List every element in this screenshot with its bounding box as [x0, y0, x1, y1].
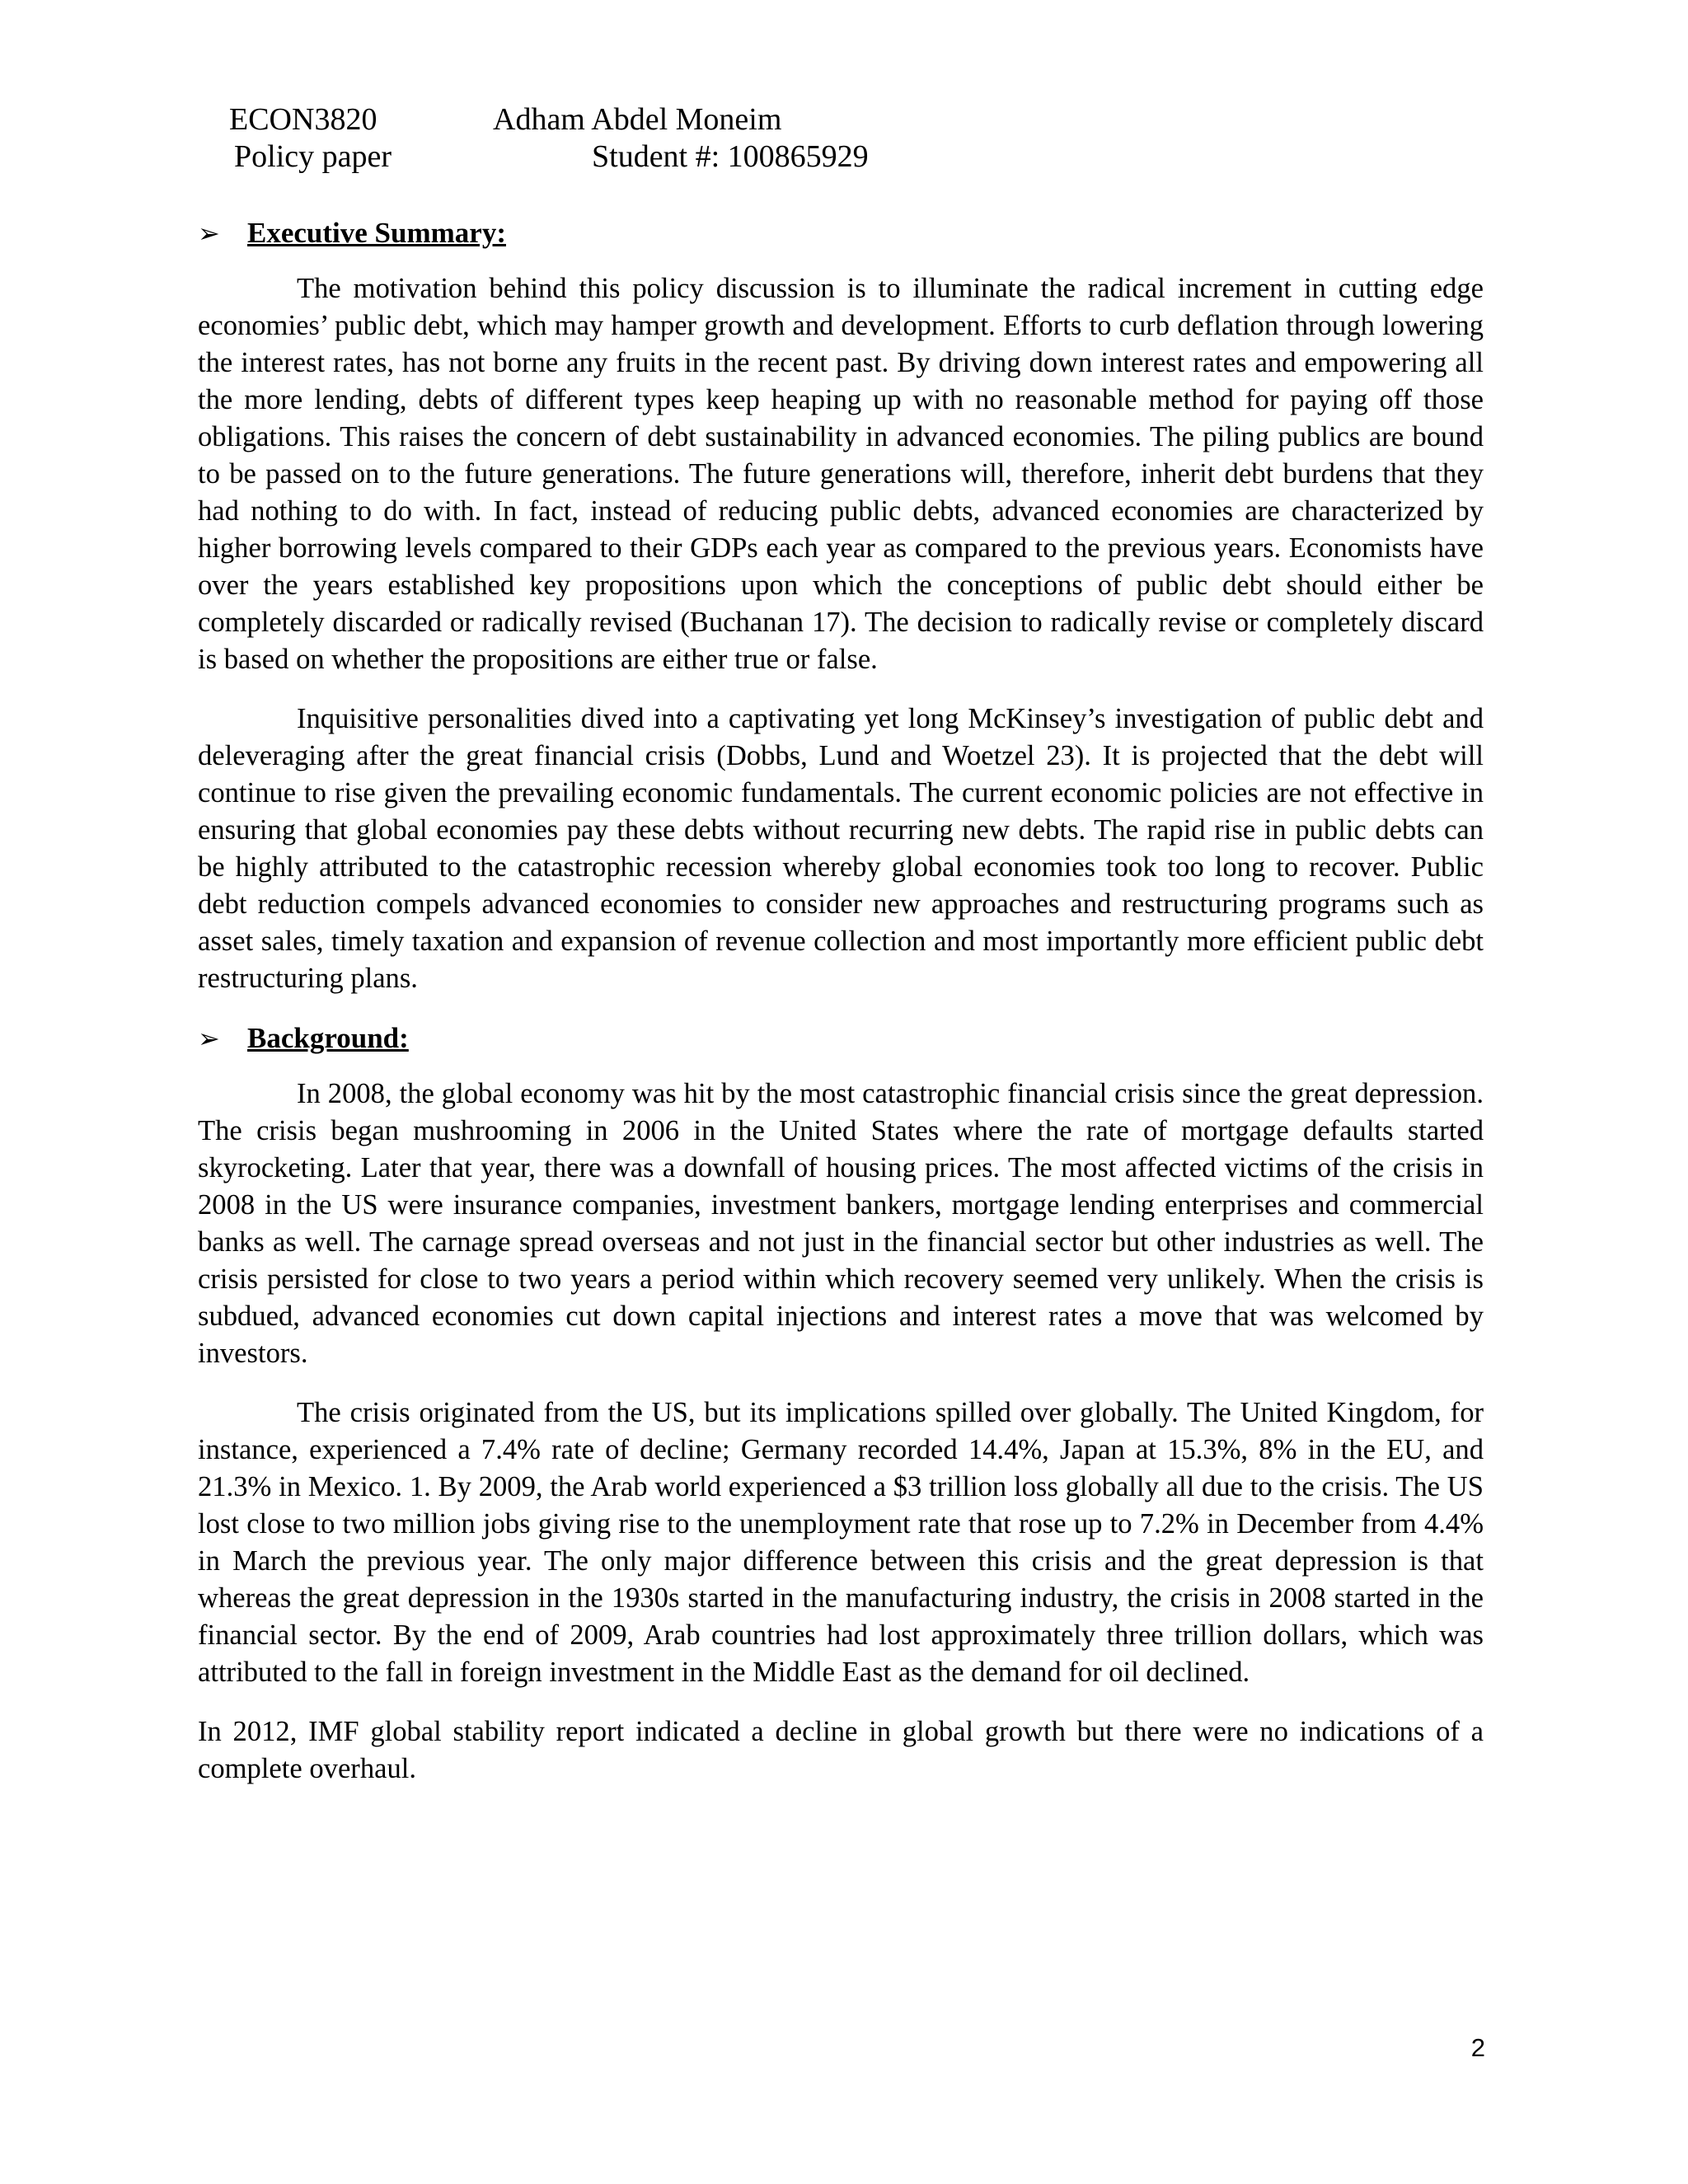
page-number: 2: [1470, 2033, 1485, 2062]
arrowhead-bullet-icon: ➢: [198, 218, 220, 249]
author-name: Adham Abdel Moneim: [493, 102, 782, 137]
document-body: [198, 214, 1484, 1810]
document-type: Policy paper: [234, 139, 392, 174]
course-code: ECON3820: [229, 102, 377, 137]
paragraph: Inquisitive personalities dived into a captivating yet long McKinsey’s investigation of public debt and deleveraging after the great financial crisis (Dobbs, Lund and Woetzel 23). It is projected that the debt will continue to rise given the prevailing economic fundamentals. The current economic policies are not effective in ensuring that global economies pay these debts without recurring new debts. The rapid rise in public debts can be highly attributed to the catastrophic recession whereby global economies took too long to recover. Public debt reduction compels advanced economies to consider new approaches and restructuring programs such as asset sales, timely taxation and expansion of revenue collection and most importantly more efficient public debt restructuring plans.: [198, 703, 1484, 994]
paragraph: The crisis originated from the US, but its implications spilled over globally. The United Kingdom, for instance, experienced a 7.4% rate of decline; Germany recorded 14.4%, Japan at 15.3%, 8% in the EU, and 21.3% in Mexico. 1. By 2009, the Arab world experienced a $3 trillion loss globally all due to the crisis. The US lost close to two million jobs giving rise to the unemployment rate that rose up to 7.2% in December from 4.4% in March the previous year. The only major difference between this crisis and the great depression is that whereas the great depression in the 1930s started in the manufacturing industry, the crisis in 2008 started in the financial sector. By the end of 2009, Arab countries had lost approximately three trillion dollars, which was attributed to the fall in foreign investment in the Middle East as the demand for oil declined.: [198, 1397, 1484, 1688]
paragraph: In 2012, IMF global stability report indicated a decline in global growth but there were no indications of a complete overhaul.: [198, 1716, 1484, 1784]
section-heading-text: Background:: [247, 1022, 409, 1054]
section-heading-text: Executive Summary:: [247, 217, 506, 249]
arrowhead-bullet-icon: ➢: [198, 1023, 220, 1054]
section-heading-executive-summary: [198, 214, 1484, 252]
paragraph: In 2008, the global economy was hit by the most catastrophic financial crisis since the great depression. The crisis began mushrooming in 2006 in the United States where the rate of mortgage defaults started skyrocketing. Later that year, there was a downfall of housing prices. The most affected victims of the crisis in 2008 in the US were insurance companies, investment bankers, mortgage lending enterprises and commercial banks as well. The carnage spread overseas and not just in the financial sector but other industries as well. The crisis persisted for close to two years a period within which recovery seemed very unlikely. When the crisis is subdued, advanced economies cut down capital injections and interest rates a move that was welcomed by investors.: [198, 1078, 1484, 1369]
paragraph: The motivation behind this policy discussion is to illuminate the radical increment in cutting edge economies’ public debt, which may hamper growth and development. Efforts to curb deflation through lowering the interest rates, has not borne any fruits in the recent past. By driving down interest rates and empowering all the more lending, debts of different types keep heaping up with no reasonable method for paying off those obligations. This raises the concern of debt sustainability in advanced economies. The piling publics are bound to be passed on to the future generations. The future generations will, therefore, inherit debt burdens that they had nothing to do with. In fact, instead of reducing public debts, advanced economies are characterized by higher borrowing levels compared to their GDPs each year as compared to the previous years. Economists have over the years established key propositions upon which the conceptions of public debt should either be completely discarded or radically revised (Buchanan 17). The decision to radically revise or completely discard is based on whether the propositions are either true or false.: [198, 273, 1484, 675]
student-number: Student #: 100865929: [592, 139, 869, 174]
section-heading-background: [198, 1019, 1484, 1057]
